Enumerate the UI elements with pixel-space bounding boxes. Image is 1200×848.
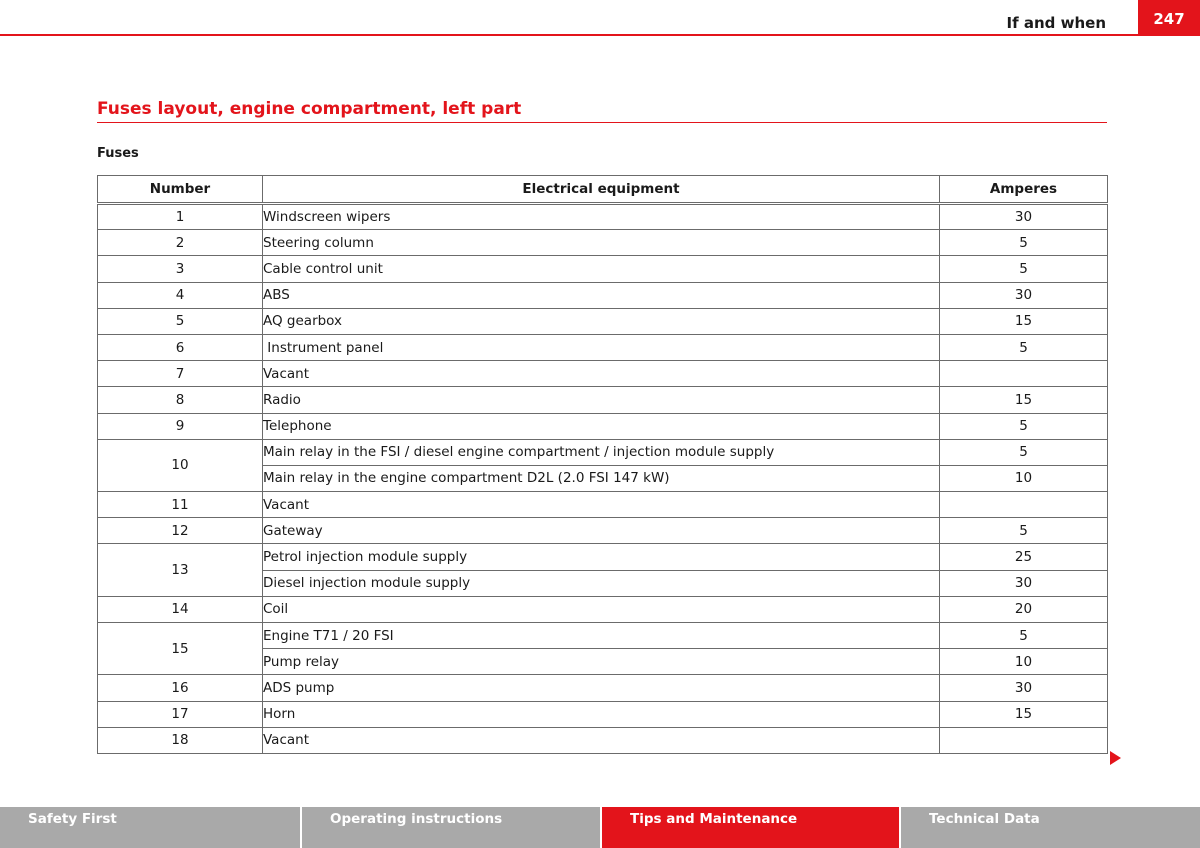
fuse-number: 14	[98, 596, 263, 622]
fuse-equipment: Main relay in the engine compartment D2L (2.0 FSI 147 kW)	[263, 465, 940, 491]
fuse-equipment: Vacant	[263, 492, 940, 518]
header-rule	[0, 34, 1200, 36]
fuse-amperes	[940, 492, 1108, 518]
table-row	[98, 675, 1108, 701]
fuse-number: 4	[98, 282, 263, 308]
fuse-amperes: 5	[940, 413, 1108, 439]
table-row	[98, 361, 1108, 387]
fuse-amperes: 30	[940, 570, 1108, 596]
table-header-row	[98, 176, 1108, 204]
fuse-equipment: Steering column	[263, 230, 940, 256]
fuse-amperes: 20	[940, 596, 1108, 622]
fuse-equipment: Pump relay	[263, 649, 940, 675]
fuse-number: 2	[98, 230, 263, 256]
fuse-equipment: Cable control unit	[263, 256, 940, 282]
fuse-number: 6	[98, 334, 263, 360]
table-row	[98, 413, 1108, 439]
fuse-amperes: 10	[940, 465, 1108, 491]
fuse-equipment: Gateway	[263, 518, 940, 544]
fuse-amperes: 5	[940, 230, 1108, 256]
fuse-amperes: 30	[940, 675, 1108, 701]
fuse-number: 3	[98, 256, 263, 282]
fuse-number: 5	[98, 308, 263, 334]
fuse-equipment: Radio	[263, 387, 940, 413]
fuse-number: 15	[98, 623, 263, 675]
chapter-tab-operating-instructions[interactable]: Operating instructions	[300, 807, 600, 848]
fuse-amperes: 25	[940, 544, 1108, 570]
fuse-amperes: 5	[940, 623, 1108, 649]
fuse-amperes: 15	[940, 701, 1108, 727]
fuse-equipment: Vacant	[263, 361, 940, 387]
fuse-equipment: Vacant	[263, 727, 940, 753]
fuse-equipment: Engine T71 / 20 FSI	[263, 623, 940, 649]
fuse-number: 1	[98, 204, 263, 230]
chapter-tab-tips-and-maintenance[interactable]: Tips and Maintenance	[600, 807, 899, 848]
fuse-equipment: Instrument panel	[263, 334, 940, 360]
fuse-equipment: Diesel injection module supply	[263, 570, 940, 596]
fuse-number: 18	[98, 727, 263, 753]
fuse-equipment: Windscreen wipers	[263, 204, 940, 230]
fuse-amperes	[940, 361, 1108, 387]
fuse-amperes: 5	[940, 256, 1108, 282]
table-row	[98, 701, 1108, 727]
next-page-arrow-icon[interactable]	[1110, 751, 1121, 765]
fuse-number: 16	[98, 675, 263, 701]
table-row	[98, 230, 1108, 256]
fuse-equipment: ADS pump	[263, 675, 940, 701]
fuse-equipment: ABS	[263, 282, 940, 308]
table-row	[98, 204, 1108, 230]
fuse-amperes: 5	[940, 334, 1108, 360]
fuse-number: 8	[98, 387, 263, 413]
fuse-equipment: Petrol injection module supply	[263, 544, 940, 570]
fuses-table	[97, 175, 1108, 754]
section-rule	[97, 122, 1107, 123]
fuse-number: 17	[98, 701, 263, 727]
fuse-number: 7	[98, 361, 263, 387]
fuse-amperes	[940, 727, 1108, 753]
fuse-amperes: 5	[940, 518, 1108, 544]
table-row	[98, 518, 1108, 544]
table-row	[98, 623, 1108, 649]
fuse-equipment: Horn	[263, 701, 940, 727]
table-row	[98, 544, 1108, 570]
fuse-amperes: 15	[940, 387, 1108, 413]
fuse-amperes: 30	[940, 204, 1108, 230]
fuse-number: 10	[98, 439, 263, 491]
table-row	[98, 439, 1108, 465]
fuse-equipment: Coil	[263, 596, 940, 622]
fuse-amperes: 5	[940, 439, 1108, 465]
table-row	[98, 492, 1108, 518]
table-row	[98, 256, 1108, 282]
section-title: Fuses layout, engine compartment, left part	[97, 99, 522, 119]
column-header-equipment: Electrical equipment	[263, 176, 940, 204]
footer-chapter-nav	[0, 807, 1200, 848]
fuse-number: 13	[98, 544, 263, 596]
fuse-amperes: 15	[940, 308, 1108, 334]
table-row	[98, 282, 1108, 308]
table-subheading: Fuses	[97, 146, 139, 161]
table-row	[98, 308, 1108, 334]
page-number: 247	[1138, 0, 1200, 36]
table-row	[98, 727, 1108, 753]
fuse-number: 9	[98, 413, 263, 439]
table-row	[98, 334, 1108, 360]
fuse-equipment: Telephone	[263, 413, 940, 439]
chapter-tab-safety-first[interactable]: Safety First	[0, 807, 300, 848]
column-header-amperes: Amperes	[940, 176, 1108, 204]
fuse-equipment: AQ gearbox	[263, 308, 940, 334]
fuse-equipment: Main relay in the FSI / diesel engine compartment / injection module supply	[263, 439, 940, 465]
fuse-amperes: 10	[940, 649, 1108, 675]
fuse-number: 12	[98, 518, 263, 544]
fuse-number: 11	[98, 492, 263, 518]
table-row	[98, 387, 1108, 413]
fuse-amperes: 30	[940, 282, 1108, 308]
column-header-number: Number	[98, 176, 263, 204]
table-row	[98, 596, 1108, 622]
chapter-tab-technical-data[interactable]: Technical Data	[899, 807, 1200, 848]
running-header-title: If and when	[1006, 14, 1106, 32]
